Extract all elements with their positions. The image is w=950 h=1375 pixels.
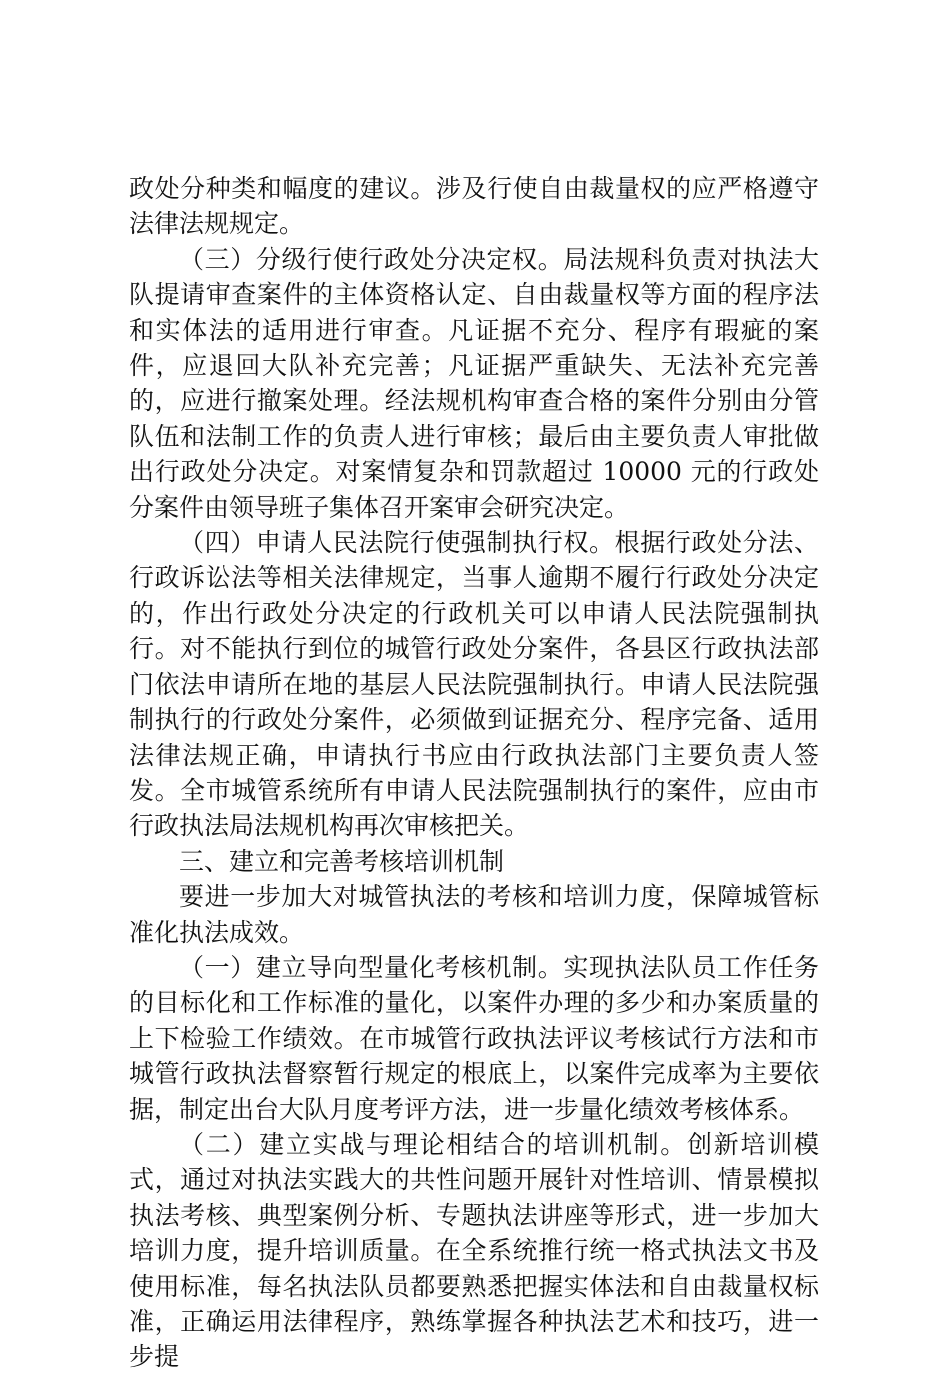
paragraph-section-four: （四）申请人民法院行使强制执行权。根据行政处分法、行政诉讼法等相关法律规定，当事人逾期不履行行政处分决定的，作出行政处分决定的行政机关可以申请人民法院强制执行。对不能执行到位的城管行政处分案件，各县区行政执法部门依法申请所在地的基层人民法院强制执行。申请人民法院强制执行的行政处分案件，必须做到证据充分、程序完备、适用法律法规正确，申请执行书应由行政执法部门主要负责人签发。全市城管系统所有申请人民法院强制执行的案件，应由市行政执法局法规机构再次审核把关。 xyxy=(129,528,819,841)
paragraph-intro: 要进一步加大对城管执法的考核和培训力度，保障城管标准化执法成效。 xyxy=(129,882,819,947)
paragraph-section-one: （一）建立导向型量化考核机制。实现执法队员工作任务的目标化和工作标准的量化，以案件办理的多少和办案质量的上下检验工作绩效。在市城管行政执法评议考核试行方法和市城管行政执法督察暂行规定的根底上，以案件完成率为主要依据，制定出台大队月度考评方法，进一步量化绩效考核体系。 xyxy=(129,952,819,1124)
heading-assessment-training: 三、建立和完善考核培训机制 xyxy=(179,846,505,876)
document-body xyxy=(129,171,819,1375)
paragraph-continuation: 政处分种类和幅度的建议。涉及行使自由裁量权的应严格遵守法律法规规定。 xyxy=(129,174,819,239)
paragraph-section-two: （二）建立实战与理论相结合的培训机制。创新培训模式，通过对执法实践大的共性问题开展针对性培训、情景模拟执法考核、典型案例分析、专题执法讲座等形式，进一步加大培训力度，提升培训质量。在全系统推行统一格式执法文书及使用标准，每名执法队员都要熟悉把握实体法和自由裁量权标准，正确运用法律程序，熟练掌握各种执法艺术和技巧，进一步提 xyxy=(129,1129,819,1372)
paragraph-section-three: （三）分级行使行政处分决定权。局法规科负责对执法大队提请审查案件的主体资格认定、自由裁量权等方面的程序法和实体法的适用进行审查。凡证据不充分、程序有瑕疵的案件，应退回大队补充完善；凡证据严重缺失、无法补充完善的，应进行撤案处理。经法规机构审查合格的案件分别由分管队伍和法制工作的负责人进行审核；最后由主要负责人审批做出行政处分决定。对案情复杂和罚款超过 10000 元的行政处分案件由领导班子集体召开案审会研究决定。 xyxy=(129,244,819,522)
